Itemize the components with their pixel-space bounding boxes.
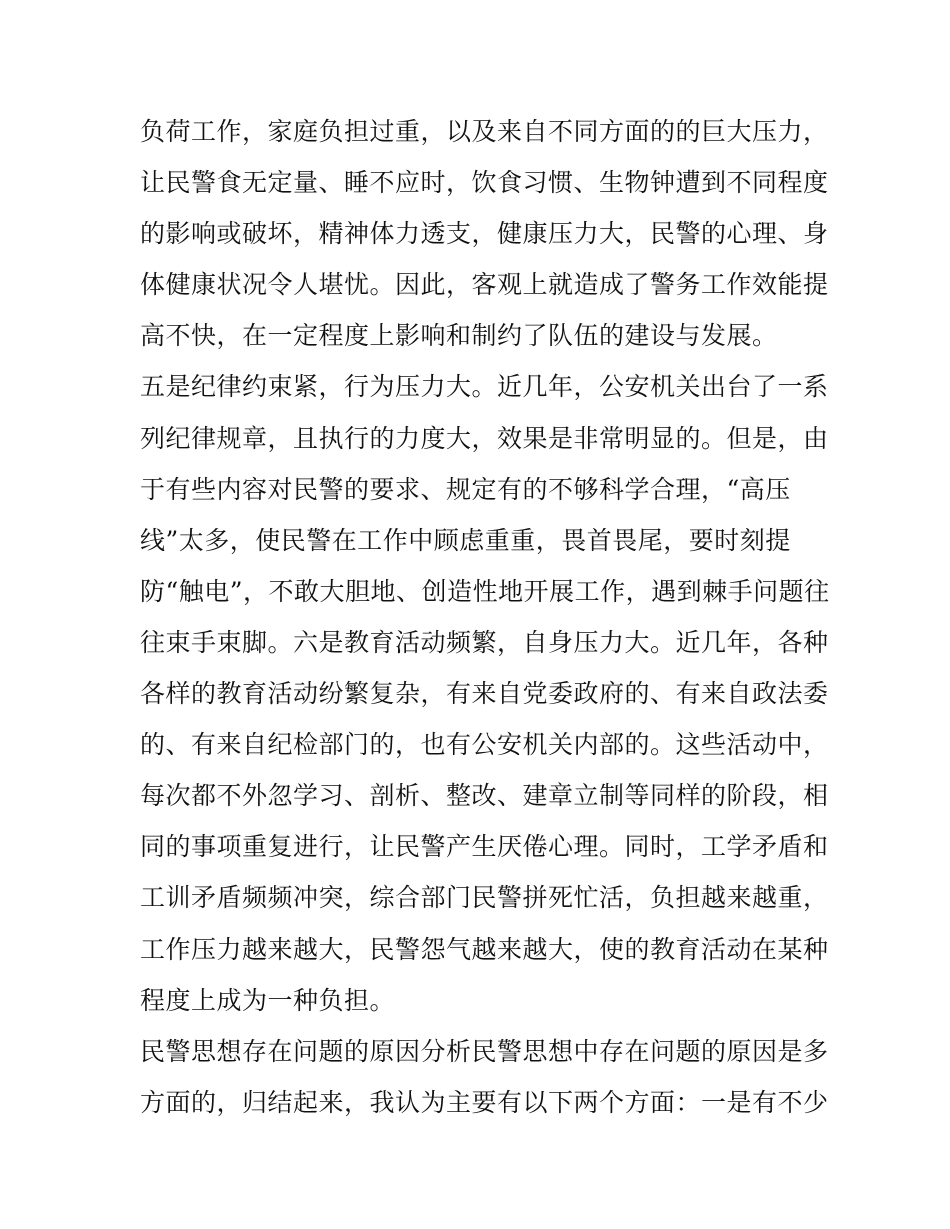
text-line: 五是纪律约束紧，行为压力大。近几年，公安机关出台了一系: [140, 372, 829, 402]
text-line: 负荷工作，家庭负担过重，以及来自不同方面的的巨大压力，: [140, 117, 829, 146]
text-line: 列纪律规章，且执行的力度大，效果是非常明显的。但是，由: [140, 423, 829, 453]
text-line: 各样的教育活动纷繁复杂，有来自党委政府的、有来自政法委: [140, 679, 829, 709]
text-line: 程度上成为一种负担。: [140, 985, 396, 1015]
text-line: 线”太多，使民警在工作中顾虑重重，畏首畏尾，要时刻提: [140, 525, 791, 555]
text-line: 工训矛盾频频冲突，综合部门民警拼死忙活，负担越来越重，: [140, 883, 829, 913]
text-line: 防“触电”，不敢大胆地、创造性地开展工作，遇到棘手问题往: [140, 576, 830, 606]
text-line: 工作压力越来越大，民警怨气越来越大，使的教育活动在某种: [140, 934, 829, 964]
text-line: 往束手束脚。六是教育活动频繁，自身压力大。近几年，各种: [140, 627, 829, 657]
text-line: 每次都不外忽学习、剖析、整改、建章立制等同样的阶段，相: [140, 781, 829, 811]
text-line: 让民警食无定量、睡不应时，饮食习惯、生物钟遭到不同程度: [140, 168, 829, 198]
text-line: 的、有来自纪检部门的，也有公安机关内部的。这些活动中，: [140, 730, 829, 760]
text-line: 高不快，在一定程度上影响和制约了队伍的建设与发展。: [140, 321, 778, 351]
text-line: 民警思想存在问题的原因分析民警思想中存在问题的原因是多: [140, 1036, 829, 1066]
text-line: 同的事项重复进行，让民警产生厌倦心理。同时，工学矛盾和: [140, 832, 829, 862]
body-text: [140, 106, 830, 1128]
text-line: 体健康状况令人堪忧。因此，客观上就造成了警务工作效能提: [140, 270, 829, 300]
text-line: 方面的，归结起来，我认为主要有以下两个方面：一是有不少: [140, 1087, 829, 1117]
text-line: 的影响或破坏，精神体力透支，健康压力大，民警的心理、身: [140, 219, 829, 249]
text-line: 于有些内容对民警的要求、规定有的不够科学合理，“高压: [140, 474, 791, 504]
